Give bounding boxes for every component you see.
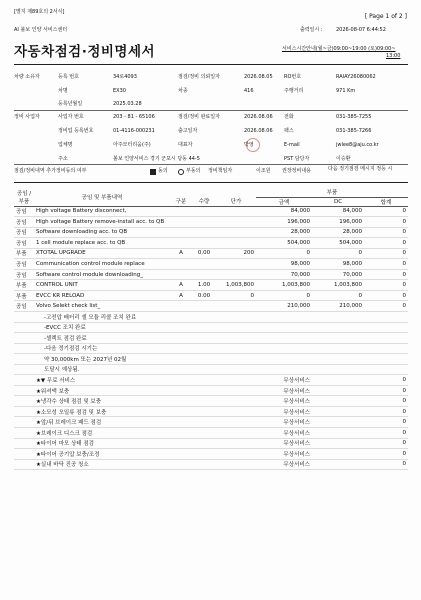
row-unit-cell bbox=[216, 385, 256, 396]
row-desc-cell: -고전압 배터리 셀 모듈 리콜 조치 완료 bbox=[34, 311, 170, 322]
complete-date-value: 2026.08.06 bbox=[244, 114, 273, 120]
row-qty-cell bbox=[192, 311, 216, 322]
row-dc-cell: 70,000 bbox=[312, 269, 364, 280]
table-row bbox=[14, 206, 408, 217]
row-amount-cell: 504,000 bbox=[256, 238, 312, 249]
row-gubun-cell bbox=[170, 396, 192, 407]
row-dc-cell bbox=[312, 417, 364, 428]
table-row bbox=[14, 427, 408, 438]
row-unit-cell bbox=[216, 259, 256, 270]
row-type-cell bbox=[14, 364, 34, 375]
row-gubun-cell bbox=[170, 301, 192, 312]
row-amount-cell bbox=[256, 354, 312, 365]
center-name: AI 볼보 인양 서비스센터 bbox=[14, 27, 68, 33]
row-dc-cell: 0 bbox=[312, 290, 364, 301]
row-amount-cell: 무상서비스 bbox=[256, 449, 312, 460]
row-total-cell bbox=[364, 343, 408, 354]
row-desc-cell: ★실내 바닥 진공 청소 bbox=[34, 459, 170, 470]
row-dc-cell: 0 bbox=[312, 248, 364, 259]
row-unit-cell bbox=[216, 301, 256, 312]
row-dc-cell bbox=[312, 385, 364, 396]
row-gubun-cell bbox=[170, 333, 192, 344]
row-gubun-cell bbox=[170, 438, 192, 449]
row-qty-cell bbox=[192, 438, 216, 449]
row-total-cell: 0 bbox=[364, 290, 408, 301]
row-total-cell: 0 bbox=[364, 427, 408, 438]
row-qty-cell: 1.00 bbox=[192, 280, 216, 291]
row-gubun-cell bbox=[170, 217, 192, 228]
row-gubun-cell bbox=[170, 354, 192, 365]
complete-date-label: 점검/정비 완료일자 bbox=[178, 114, 220, 120]
row-gubun-cell bbox=[170, 343, 192, 354]
table-row bbox=[14, 385, 408, 396]
row-amount-cell bbox=[256, 322, 312, 333]
row-unit-cell bbox=[216, 354, 256, 365]
row-total-cell: 0 bbox=[364, 449, 408, 460]
table-row bbox=[14, 438, 408, 449]
row-amount-cell: 무상서비스 bbox=[256, 417, 312, 428]
row-type-cell bbox=[14, 375, 34, 386]
row-dc-cell bbox=[312, 354, 364, 365]
row-amount-cell: 무상서비스 bbox=[256, 396, 312, 407]
row-dc-cell bbox=[312, 322, 364, 333]
row-total-cell: 0 bbox=[364, 206, 408, 217]
row-unit-cell bbox=[216, 333, 256, 344]
row-desc-cell: High voltage Battery remove-install acc. to QB bbox=[34, 217, 170, 228]
row-desc-cell: 도달시 예상됨. bbox=[34, 364, 170, 375]
row-dc-cell: 196,000 bbox=[312, 217, 364, 228]
release-date-label: 출고일자 bbox=[178, 128, 198, 134]
row-unit-cell bbox=[216, 364, 256, 375]
mileage-value: 971 Km bbox=[336, 88, 356, 94]
row-total-cell: 0 bbox=[364, 406, 408, 417]
row-qty-cell bbox=[192, 301, 216, 312]
document-title: 자동차점검·정비명세서 bbox=[14, 44, 156, 60]
row-gubun-cell bbox=[170, 385, 192, 396]
row-type-cell bbox=[14, 333, 34, 344]
reg-no-value: 34로4093 bbox=[113, 74, 137, 80]
consent-no-label: 부동의 bbox=[186, 168, 201, 174]
row-qty-cell bbox=[192, 417, 216, 428]
row-qty-cell bbox=[192, 364, 216, 375]
row-total-cell: 0 bbox=[364, 438, 408, 449]
table-row bbox=[14, 311, 408, 322]
row-type-cell bbox=[14, 354, 34, 365]
row-unit-cell bbox=[216, 269, 256, 280]
row-total-cell: 0 bbox=[364, 227, 408, 238]
row-qty-cell bbox=[192, 385, 216, 396]
line-items-body bbox=[14, 206, 408, 470]
row-gubun-cell bbox=[170, 206, 192, 217]
table-row bbox=[14, 259, 408, 270]
table-row bbox=[14, 322, 408, 333]
row-dc-cell: 84,000 bbox=[312, 206, 364, 217]
pst-value: 이승환 bbox=[336, 156, 351, 162]
row-gubun-cell bbox=[170, 227, 192, 238]
row-desc-cell: ★타이어 마모 상태 점검 bbox=[34, 438, 170, 449]
col-unit-header: 단가 bbox=[216, 197, 256, 206]
row-type-cell bbox=[14, 396, 34, 407]
row-gubun-cell: A bbox=[170, 248, 192, 259]
row-desc-cell: ★워셔액 보충 bbox=[34, 385, 170, 396]
table-row bbox=[14, 217, 408, 228]
row-total-cell bbox=[364, 364, 408, 375]
row-dc-cell bbox=[312, 438, 364, 449]
row-total-cell: 0 bbox=[364, 238, 408, 249]
col-type-header: 공임 / 부품 bbox=[14, 188, 34, 206]
table-row bbox=[14, 238, 408, 249]
row-total-cell: 0 bbox=[364, 396, 408, 407]
row-qty-cell bbox=[192, 259, 216, 270]
row-qty-cell bbox=[192, 269, 216, 280]
row-qty-cell: 0.00 bbox=[192, 290, 216, 301]
table-row bbox=[14, 248, 408, 259]
row-total-cell bbox=[364, 322, 408, 333]
row-gubun-cell bbox=[170, 311, 192, 322]
row-amount-cell bbox=[256, 311, 312, 322]
row-amount-cell bbox=[256, 343, 312, 354]
row-unit-cell bbox=[216, 417, 256, 428]
row-amount-cell bbox=[256, 333, 312, 344]
row-dc-cell bbox=[312, 459, 364, 470]
row-type-cell bbox=[14, 417, 34, 428]
row-unit-cell bbox=[216, 343, 256, 354]
email-value: jwlee8@aju.co.kr bbox=[336, 142, 379, 148]
row-dc-cell bbox=[312, 311, 364, 322]
row-qty-cell bbox=[192, 375, 216, 386]
tel-value: 031-385-7255 bbox=[336, 114, 372, 120]
table-row bbox=[14, 227, 408, 238]
row-desc-cell: ★앞/뒤 브레이크 패드 점검 bbox=[34, 417, 170, 428]
row-type-cell: 부품 bbox=[14, 248, 34, 259]
row-amount-cell: 무상서비스 bbox=[256, 459, 312, 470]
row-type-cell: 공임 bbox=[14, 259, 34, 270]
row-dc-cell bbox=[312, 375, 364, 386]
address-value: 볼보 인양서비스 경기 군포시 당동 44-5 bbox=[113, 156, 200, 162]
row-gubun-cell: A bbox=[170, 290, 192, 301]
email-label: E-mail bbox=[284, 142, 300, 148]
row-total-cell: 0 bbox=[364, 459, 408, 470]
header-divider bbox=[14, 64, 408, 65]
row-qty-cell bbox=[192, 427, 216, 438]
table-row bbox=[14, 364, 408, 375]
row-qty-cell bbox=[192, 206, 216, 217]
row-desc-cell: High voltage Battery disconnect, bbox=[34, 206, 170, 217]
row-dc-cell bbox=[312, 343, 364, 354]
row-desc-cell: 약 30,000km 또는 2027년 02월 bbox=[34, 354, 170, 365]
representative-value: 박영 bbox=[244, 142, 254, 148]
row-dc-cell: 1,003,800 bbox=[312, 280, 364, 291]
service-hours-cont: 13:00 bbox=[386, 53, 401, 59]
release-date-value: 2026.08.06 bbox=[244, 128, 273, 134]
row-unit-cell bbox=[216, 427, 256, 438]
row-type-cell bbox=[14, 459, 34, 470]
row-desc-cell: -EVCC 조치 완료 bbox=[34, 322, 170, 333]
col-qty-header: 수량 bbox=[192, 197, 216, 206]
row-desc-cell: CONTROL UNIT bbox=[34, 280, 170, 291]
row-unit-cell: 1,003,800 bbox=[216, 280, 256, 291]
row-dc-cell bbox=[312, 449, 364, 460]
row-dc-cell bbox=[312, 406, 364, 417]
consent-yes-checkbox[interactable] bbox=[150, 169, 156, 175]
row-gubun-cell bbox=[170, 375, 192, 386]
row-type-cell: 공임 bbox=[14, 238, 34, 249]
row-desc-cell: 1 cell module replace acc. to QB bbox=[34, 238, 170, 249]
row-unit-cell bbox=[216, 311, 256, 322]
row-total-cell bbox=[364, 354, 408, 365]
row-amount-cell: 무상서비스 bbox=[256, 438, 312, 449]
row-gubun-cell bbox=[170, 417, 192, 428]
row-total-cell: 0 bbox=[364, 280, 408, 291]
row-qty-cell bbox=[192, 238, 216, 249]
regno-value: 01-4116-000231 bbox=[113, 128, 155, 134]
row-dc-cell: 210,000 bbox=[312, 301, 364, 312]
owner-label: 차량 소유자 bbox=[14, 74, 40, 80]
table-row bbox=[14, 406, 408, 417]
row-total-cell: 0 bbox=[364, 269, 408, 280]
row-total-cell: 0 bbox=[364, 417, 408, 428]
row-desc-cell: Communication control module replace bbox=[34, 259, 170, 270]
row-desc-cell: -셀렉트 점검 완료 bbox=[34, 333, 170, 344]
consent-no-radio[interactable] bbox=[178, 169, 184, 175]
request-date-label: 점검/정비 의뢰일자 bbox=[178, 74, 220, 80]
vin-label: 차종 bbox=[178, 88, 188, 94]
row-gubun-cell bbox=[170, 322, 192, 333]
model-label: 차명 bbox=[58, 88, 68, 94]
col-gubun-header: 구분 bbox=[170, 197, 192, 206]
row-total-cell: 0 bbox=[364, 217, 408, 228]
row-amount-cell: 98,000 bbox=[256, 259, 312, 270]
row-unit-cell: 0 bbox=[216, 290, 256, 301]
table-top-border bbox=[14, 182, 408, 183]
row-desc-cell: Software downloading acc. to QB bbox=[34, 227, 170, 238]
row-unit-cell bbox=[216, 375, 256, 386]
reg-no-label: 등록 번호 bbox=[58, 74, 79, 80]
bizno-label: 사업자 번호 bbox=[58, 114, 84, 120]
row-type-cell: 부품 bbox=[14, 280, 34, 291]
request-date-value: 2026.08.05 bbox=[244, 74, 273, 80]
table-row bbox=[14, 280, 408, 291]
consent-yes-label: 동의 bbox=[158, 168, 168, 174]
row-qty-cell: 0.00 bbox=[192, 248, 216, 259]
col-parts-header: 부품 bbox=[256, 188, 408, 197]
table-row bbox=[14, 343, 408, 354]
row-amount-cell: 196,000 bbox=[256, 217, 312, 228]
row-type-cell bbox=[14, 343, 34, 354]
table-row bbox=[14, 269, 408, 280]
col-amount-header: 금액 bbox=[256, 197, 312, 206]
fax-value: 031-385-7266 bbox=[336, 128, 372, 134]
row-unit-cell bbox=[216, 217, 256, 228]
row-qty-cell bbox=[192, 343, 216, 354]
advice-value: 다음 정기점검 메시지 정등 시 bbox=[328, 166, 393, 172]
row-desc-cell: ★타이어 공기압 보충/조정 bbox=[34, 449, 170, 460]
bizno-value: 203 - 81 - 65106 bbox=[113, 114, 155, 120]
row-qty-cell bbox=[192, 406, 216, 417]
table-row bbox=[14, 290, 408, 301]
model-value: EX30 bbox=[113, 88, 126, 94]
row-dc-cell bbox=[312, 364, 364, 375]
tel-label: 전화 bbox=[284, 114, 294, 120]
row-desc-cell: ★냉각수 상태 점검 및 보충 bbox=[34, 396, 170, 407]
row-desc-cell: Software control module downloading_ bbox=[34, 269, 170, 280]
table-row bbox=[14, 417, 408, 428]
service-hours: 서비스시간안내(월~금)09:00~19:00 (토)09:00~ bbox=[282, 46, 396, 52]
row-type-cell: 공임 bbox=[14, 217, 34, 228]
row-gubun-cell bbox=[170, 449, 192, 460]
company-label: 업체명 bbox=[58, 142, 73, 148]
address-label: 주소 bbox=[58, 156, 68, 162]
row-total-cell bbox=[364, 311, 408, 322]
row-desc-cell: -다음 정기점검 시기는 bbox=[34, 343, 170, 354]
row-amount-cell: 84,000 bbox=[256, 206, 312, 217]
extra-work-consent-label: 점검/정비내역 추가정비등의 여부 bbox=[14, 168, 87, 174]
row-desc-cell: XTOTAL UPGRADE bbox=[34, 248, 170, 259]
row-type-cell: 공임 bbox=[14, 227, 34, 238]
col-dc-header: DC bbox=[312, 197, 364, 206]
row-total-cell: 0 bbox=[364, 301, 408, 312]
ro-value: RAIAY26080062 bbox=[336, 74, 376, 80]
row-amount-cell: 무상서비스 bbox=[256, 375, 312, 386]
row-total-cell: 0 bbox=[364, 375, 408, 386]
row-qty-cell bbox=[192, 396, 216, 407]
row-unit-cell bbox=[216, 459, 256, 470]
row-dc-cell: 98,000 bbox=[312, 259, 364, 270]
table-row bbox=[14, 333, 408, 344]
first-reg-value: 2025.03.28 bbox=[113, 101, 142, 107]
row-qty-cell bbox=[192, 322, 216, 333]
col-desc-header: 공임 및 부품내역 bbox=[34, 188, 170, 206]
pst-label: PST 담당자 bbox=[284, 156, 310, 162]
row-qty-cell bbox=[192, 459, 216, 470]
row-type-cell: 공임 bbox=[14, 301, 34, 312]
table-row bbox=[14, 301, 408, 312]
representative-label: 대표자 bbox=[178, 142, 193, 148]
row-type-cell bbox=[14, 385, 34, 396]
row-dc-cell bbox=[312, 333, 364, 344]
regno-label: 정비업 등록번호 bbox=[58, 128, 94, 134]
table-row bbox=[14, 459, 408, 470]
table-row bbox=[14, 396, 408, 407]
print-label: 출력일시 : bbox=[300, 27, 323, 33]
row-gubun-cell bbox=[170, 259, 192, 270]
row-unit-cell bbox=[216, 238, 256, 249]
row-desc-cell: Volvo Selekt check list_ bbox=[34, 301, 170, 312]
row-type-cell bbox=[14, 406, 34, 417]
company-value: 아주모터리움(주) bbox=[113, 142, 151, 148]
business-label: 정비 사업자 bbox=[14, 114, 40, 120]
row-gubun-cell bbox=[170, 238, 192, 249]
row-qty-cell bbox=[192, 227, 216, 238]
row-amount-cell: 1,003,800 bbox=[256, 280, 312, 291]
row-type-cell: 공임 bbox=[14, 206, 34, 217]
row-unit-cell bbox=[216, 449, 256, 460]
vin-value: 416 bbox=[244, 88, 254, 94]
row-gubun-cell bbox=[170, 269, 192, 280]
row-unit-cell bbox=[216, 406, 256, 417]
business-divider bbox=[14, 164, 408, 165]
row-amount-cell: 0 bbox=[256, 248, 312, 259]
row-type-cell bbox=[14, 311, 34, 322]
row-gubun-cell: A bbox=[170, 280, 192, 291]
owner-divider bbox=[14, 110, 408, 111]
page-indicator: [ Page 1 of 2 ] bbox=[364, 13, 407, 20]
row-amount-cell: 0 bbox=[256, 290, 312, 301]
mileage-label: 주행거리 bbox=[284, 88, 304, 94]
row-desc-cell: ★소모성 오일류 점검 및 보충 bbox=[34, 406, 170, 417]
technician-value: 이조원 bbox=[256, 168, 271, 174]
row-type-cell bbox=[14, 427, 34, 438]
line-items-table bbox=[14, 188, 408, 470]
row-amount-cell: 무상서비스 bbox=[256, 427, 312, 438]
row-type-cell: 공임 bbox=[14, 269, 34, 280]
fax-label: 팩스 bbox=[284, 128, 294, 134]
row-unit-cell bbox=[216, 227, 256, 238]
row-dc-cell: 504,000 bbox=[312, 238, 364, 249]
row-unit-cell bbox=[216, 206, 256, 217]
technician-label: 정비책임자 bbox=[208, 168, 233, 174]
company-seal-stamp bbox=[246, 138, 260, 152]
ro-label: RO번호 bbox=[284, 74, 302, 80]
row-total-cell: 0 bbox=[364, 385, 408, 396]
row-type-cell bbox=[14, 438, 34, 449]
row-amount-cell: 무상서비스 bbox=[256, 385, 312, 396]
print-datetime: 2026-08-07 6:44:52 bbox=[336, 27, 386, 33]
row-desc-cell: ★브레이크 디스크 점검 bbox=[34, 427, 170, 438]
row-gubun-cell bbox=[170, 364, 192, 375]
form-number: [별지 제89호의 2서식] bbox=[14, 9, 65, 15]
table-row bbox=[14, 375, 408, 386]
row-amount-cell: 무상서비스 bbox=[256, 406, 312, 417]
table-row bbox=[14, 449, 408, 460]
row-unit-cell: 200 bbox=[216, 248, 256, 259]
row-amount-cell: 70,000 bbox=[256, 269, 312, 280]
row-amount-cell bbox=[256, 364, 312, 375]
row-dc-cell: 28,000 bbox=[312, 227, 364, 238]
row-desc-cell: EVCC KR RELOAD bbox=[34, 290, 170, 301]
row-gubun-cell bbox=[170, 406, 192, 417]
row-unit-cell bbox=[216, 322, 256, 333]
row-amount-cell: 210,000 bbox=[256, 301, 312, 312]
row-type-cell bbox=[14, 322, 34, 333]
advice-label: 권장정비내용 bbox=[282, 168, 311, 174]
row-gubun-cell bbox=[170, 427, 192, 438]
row-type-cell bbox=[14, 449, 34, 460]
row-qty-cell bbox=[192, 354, 216, 365]
col-total-header: 합계 bbox=[364, 197, 408, 206]
table-row bbox=[14, 354, 408, 365]
row-total-cell: 0 bbox=[364, 248, 408, 259]
row-desc-cell: ★▼ 무료 서비스 bbox=[34, 375, 170, 386]
row-type-cell: 부품 bbox=[14, 290, 34, 301]
row-dc-cell bbox=[312, 396, 364, 407]
row-qty-cell bbox=[192, 217, 216, 228]
row-amount-cell: 28,000 bbox=[256, 227, 312, 238]
row-gubun-cell bbox=[170, 459, 192, 470]
row-unit-cell bbox=[216, 396, 256, 407]
row-unit-cell bbox=[216, 438, 256, 449]
row-dc-cell bbox=[312, 427, 364, 438]
row-qty-cell bbox=[192, 449, 216, 460]
row-total-cell: 0 bbox=[364, 259, 408, 270]
row-total-cell bbox=[364, 333, 408, 344]
row-qty-cell bbox=[192, 333, 216, 344]
first-reg-label: 등록년월일 bbox=[58, 101, 83, 107]
